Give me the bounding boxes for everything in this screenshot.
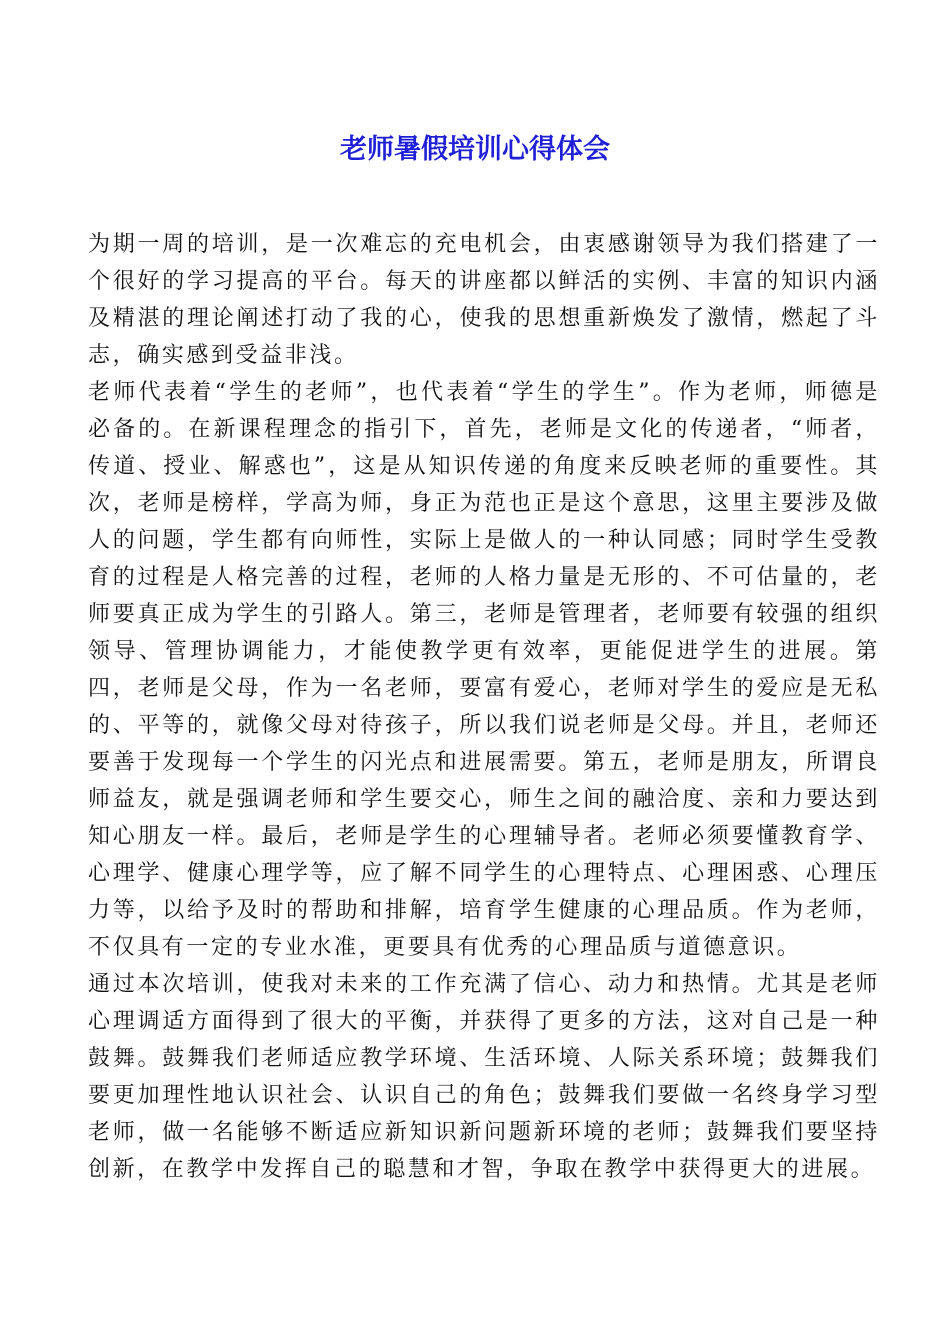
paragraph-intro: 为期一周的培训，是一次难忘的充电机会，由衷感谢领导为我们搭建了一个很好的学习提高的平台。每天的讲座都以鲜活的实例、丰富的知识内涵及精湛的理论阐述打动了我的心，使我的思想重新焕发了激情，燃起了斗志，确实感到受益非浅。	[88, 232, 880, 368]
paragraph-conclusion: 通过本次培训，使我对未来的工作充满了信心、动力和热情。尤其是老师心理调适方面得到了很大的平衡，并获得了更多的方法，这对自己是一种鼓舞。鼓舞我们老师适应教学环境、生活环境、人际关系环境；鼓舞我们要更加理性地认识社会、认识自己的角色；鼓舞我们要做一名终身学习型老师，做一名能够不断适应新知识新问题新环境的老师；鼓舞我们要坚持创新，在教学中发挥自己的聪慧和才智，争取在教学中获得更大的进展。	[88, 972, 880, 1182]
document-title: 老师暑假培训心得体会	[340, 134, 610, 165]
document-body	[88, 226, 880, 1188]
paragraph-teacher-roles: 老师代表着“学生的老师”，也代表着“学生的学生”。作为老师，师德是必备的。在新课程理念的指引下，首先，老师是文化的传递者，“师者，传道、授业、解惑也”，这是从知识传递的角度来反映老师的重要性。其次，老师是榜样，学高为师，身正为范也正是这个意思，这里主要涉及做人的问题，学生都有向师性，实际上是做人的一种认同感；同时学生受教育的过程是人格完善的过程，老师的人格力量是无形的、不可估量的，老师要真正成为学生的引路人。第三，老师是管理者，老师要有较强的组织领导、管理协调能力，才能使教学更有效率，更能促进学生的进展。第四，老师是父母，作为一名老师，要富有爱心，老师对学生的爱应是无私的、平等的，就像父母对待孩子，所以我们说老师是父母。并且，老师还要善于发现每一个学生的闪光点和进展需要。第五，老师是朋友，所谓良师益友，就是强调老师和学生要交心，师生之间的融洽度、亲和力要达到知心朋友一样。最后，老师是学生的心理辅导者。老师必须要懂教育学、心理学、健康心理学等，应了解不同学生的心理特点、心理困惑、心理压力等，以给予及时的帮助和排解，培育学生健康的心理品质。作为老师，不仅具有一定的专业水准，更要具有优秀的心理品质与道德意识。	[88, 380, 880, 960]
